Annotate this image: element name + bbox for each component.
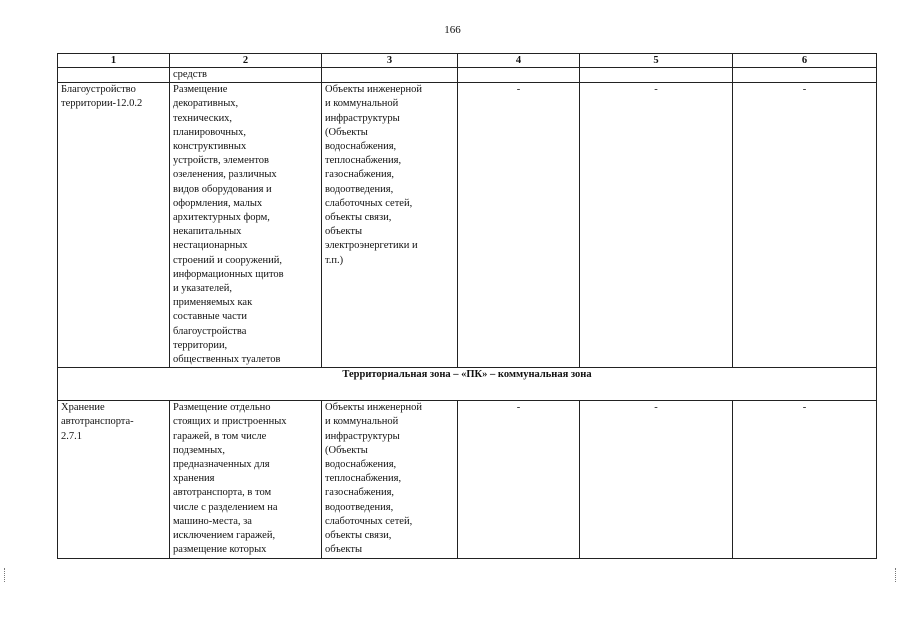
header-cell-4: 4 (458, 54, 580, 68)
scan-edge-mark-right (895, 568, 899, 582)
table-cell (322, 68, 458, 83)
table-row (58, 401, 877, 558)
table-cell: средств (170, 68, 322, 83)
table-header-row (58, 54, 877, 68)
zone-heading: Территориальная зона – «ПК» – коммунальная зона (58, 368, 877, 401)
use-type-cell: Благоустройство территории-12.0.2 (58, 83, 170, 368)
table-cell: - (580, 83, 733, 368)
land-use-table (57, 53, 877, 559)
table-cell: - (458, 401, 580, 558)
table-cell (58, 68, 170, 83)
zone-heading-row (58, 368, 877, 401)
use-type-cell: Хранение автотранспорта- 2.7.1 (58, 401, 170, 558)
table-cell (733, 68, 877, 83)
header-cell-6: 6 (733, 54, 877, 68)
auxiliary-uses-cell: Объекты инженерной и коммунальной инфраструктуры (Объекты водоснабжения, теплоснабжения, газоснабжения, водоотведения, слаботочных сетей, объекты связи, объекты (322, 401, 458, 558)
description-cell: Размещение отдельно стоящих и пристроенных гаражей, в том числе подземных, предназначенных для хранения автотранспорта, в том числе с разделением на машино-места, за исключением гаражей, размещение которых (170, 401, 322, 558)
header-cell-3: 3 (322, 54, 458, 68)
table-cell: - (733, 401, 877, 558)
scan-edge-mark-left (4, 568, 8, 582)
table-row (58, 83, 877, 368)
auxiliary-uses-cell: Объекты инженерной и коммунальной инфраструктуры (Объекты водоснабжения, теплоснабжения, газоснабжения, водоотведения, слаботочных сетей, объекты связи, объекты электроэнергетики и т.п.) (322, 83, 458, 368)
table-cell (580, 68, 733, 83)
page-number: 166 (444, 24, 461, 36)
table-cell: - (733, 83, 877, 368)
header-cell-5: 5 (580, 54, 733, 68)
header-cell-2: 2 (170, 54, 322, 68)
table-cell: - (458, 83, 580, 368)
continuation-row (58, 68, 877, 83)
description-cell: Размещение декоративных, технических, планировочных, конструктивных устройств, элементов озеленения, различных видов оборудования и оформления, малых архитектурных форм, некапитальных нестационарных строений и сооружений, информационных щитов и указателей, применяемых как составные части благоустройства территории, общественных туалетов (170, 83, 322, 368)
table-cell (458, 68, 580, 83)
header-cell-1: 1 (58, 54, 170, 68)
table-cell: - (580, 401, 733, 558)
